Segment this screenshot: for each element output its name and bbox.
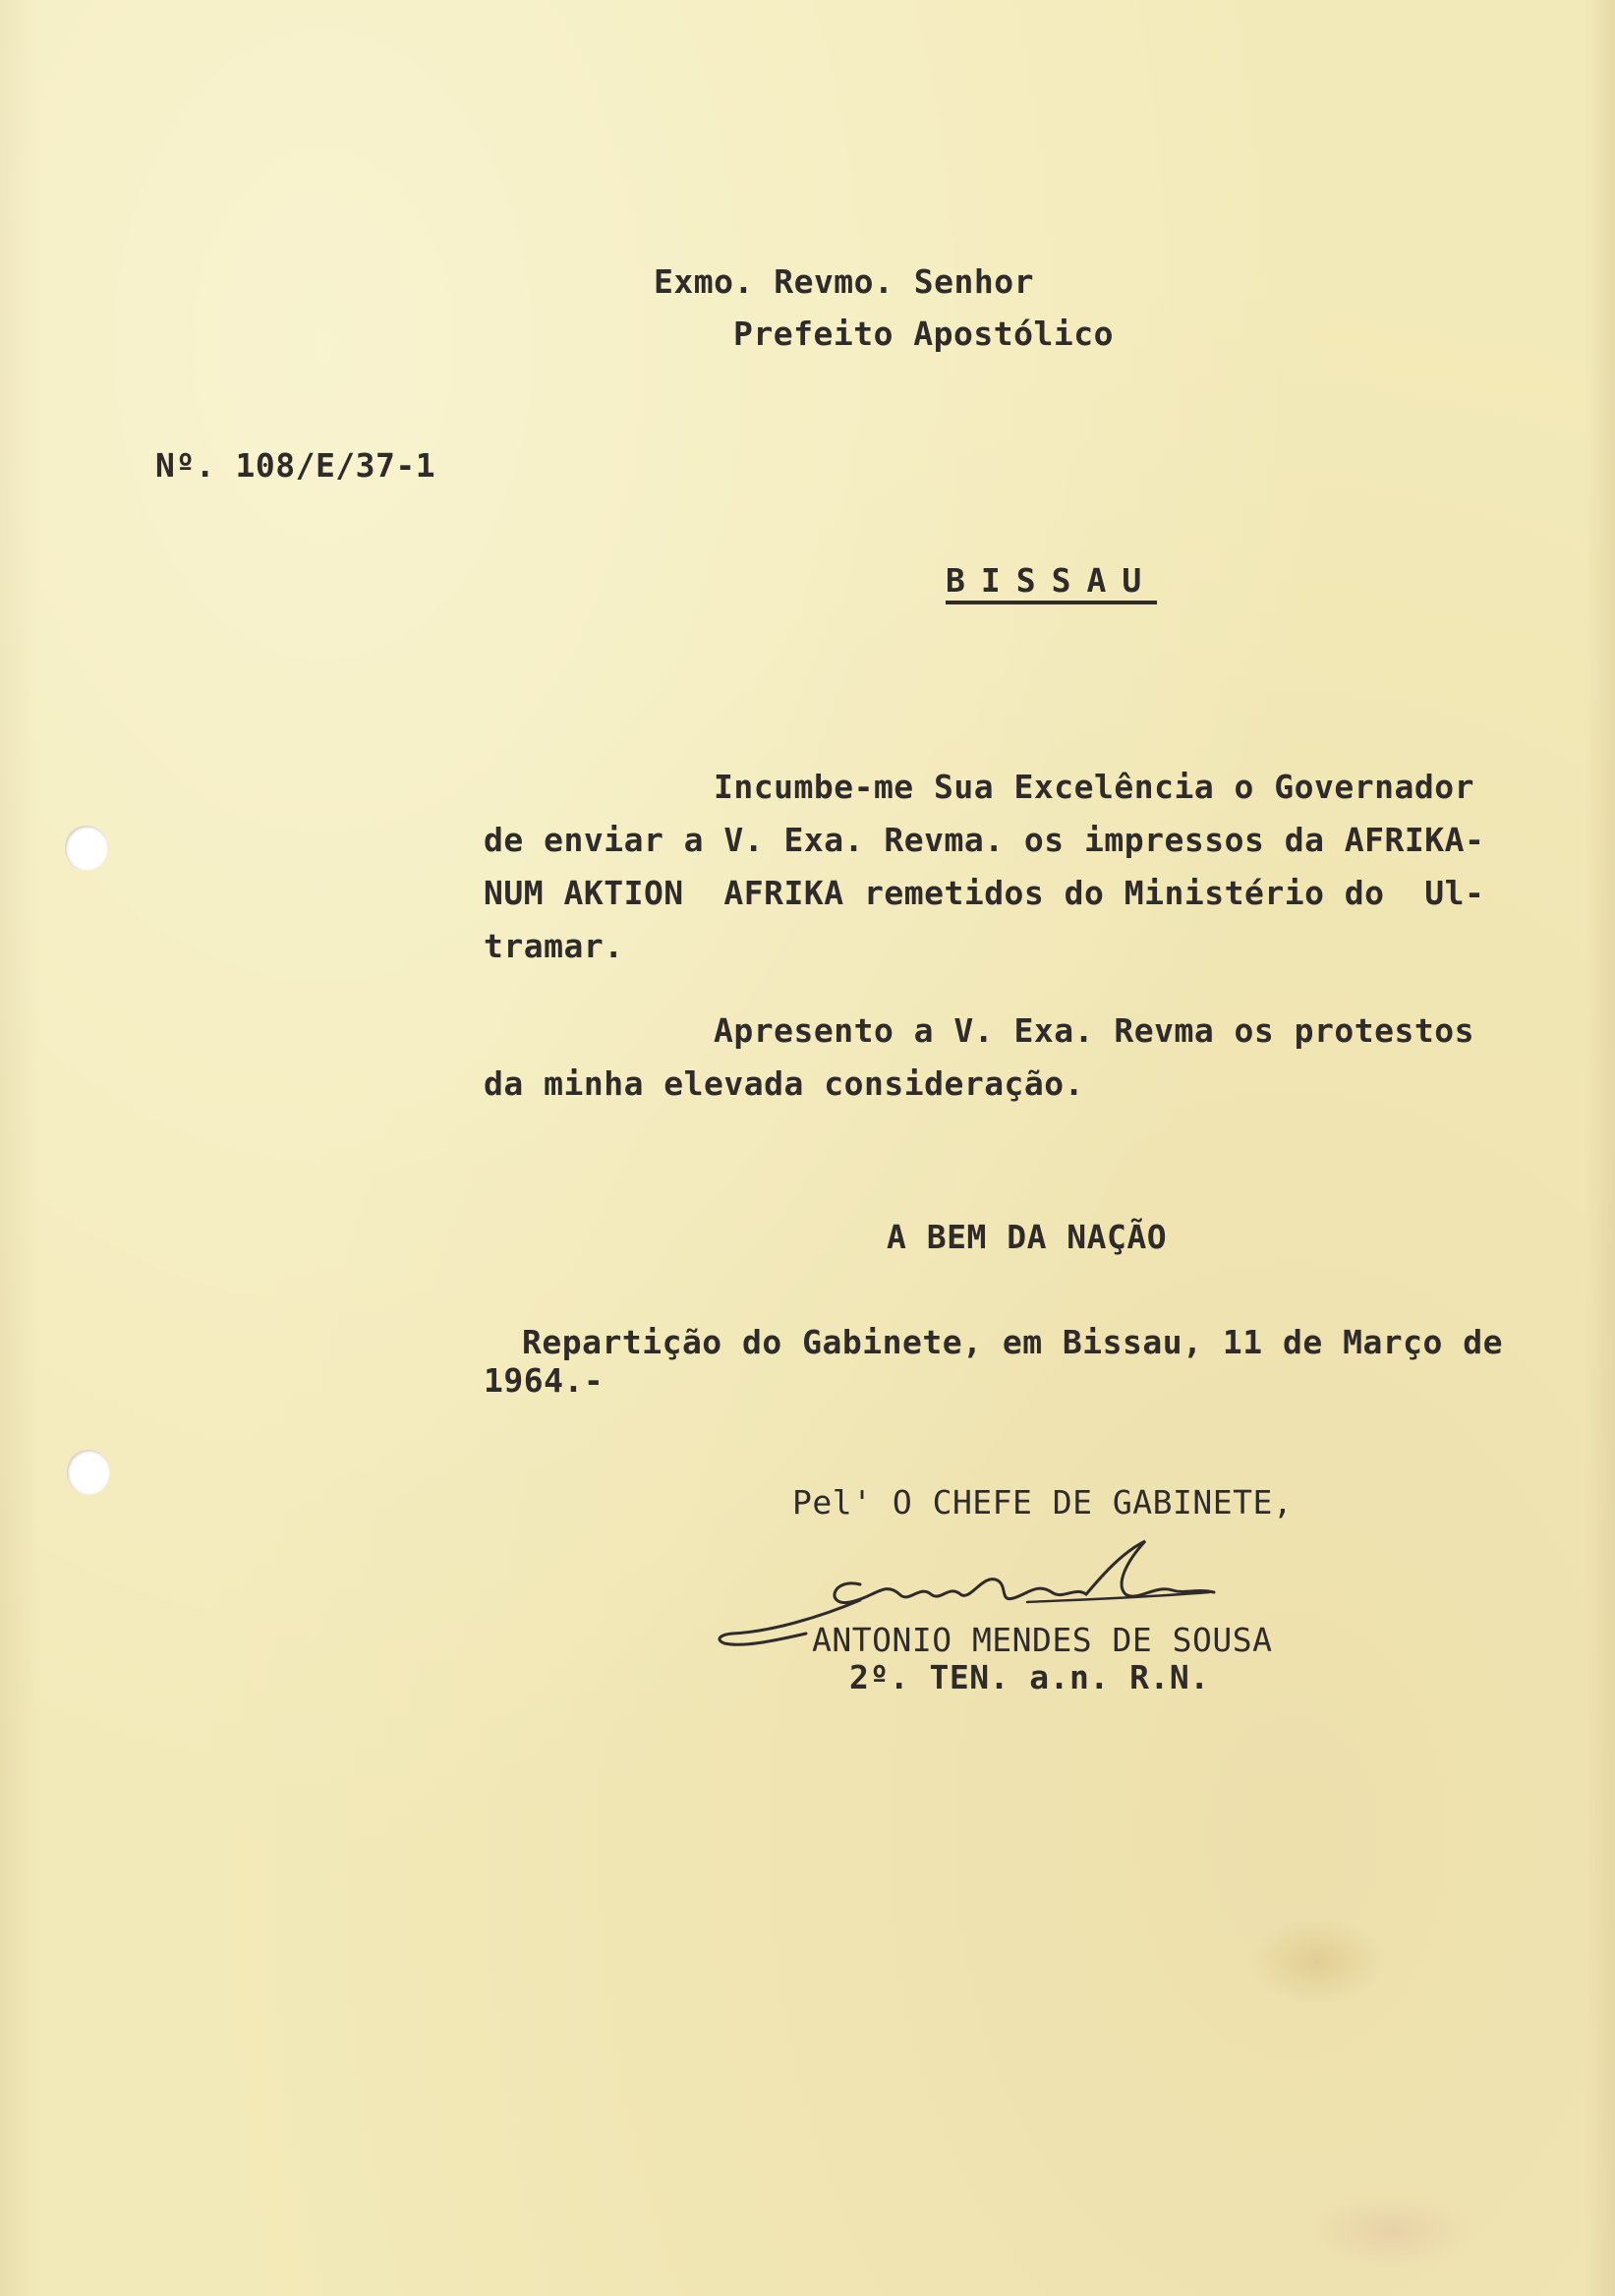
closing-motto: A BEM DA NAÇÃO	[887, 1218, 1168, 1256]
punch-hole-top	[65, 826, 108, 871]
punch-hole-bottom	[67, 1450, 110, 1495]
body-line: da minha elevada consideração.	[484, 1064, 1085, 1103]
addressee-line-1: Exmo. Revmo. Senhor	[654, 262, 1034, 301]
signatory-role: Pel' O CHEFE DE GABINETE,	[792, 1483, 1294, 1521]
body-line: de enviar a V. Exa. Revma. os impressos da AFRIKA-	[484, 821, 1485, 859]
place-date-line: 1964.-	[484, 1361, 605, 1400]
city-heading: BISSAU	[946, 562, 1157, 604]
paper-stain	[1248, 1917, 1386, 2005]
body-line: NUM AKTION AFRIKA remetidos do Ministério do Ul-	[484, 874, 1485, 912]
signatory-name: ANTONIO MENDES DE SOUSA	[812, 1621, 1273, 1659]
reference-number: Nº. 108/E/37-1	[155, 446, 436, 485]
body-line: Apresento a V. Exa. Revma os protestos	[714, 1011, 1474, 1050]
body-line: Incumbe-me Sua Excelência o Governador	[714, 768, 1474, 806]
body-line: tramar.	[484, 927, 624, 965]
paper-stain	[1307, 2192, 1474, 2270]
signatory-rank: 2º. TEN. a.n. R.N.	[849, 1658, 1210, 1696]
addressee-line-2: Prefeito Apostólico	[733, 315, 1114, 353]
place-date-line: Repartição do Gabinete, em Bissau, 11 de Março de	[522, 1323, 1504, 1361]
